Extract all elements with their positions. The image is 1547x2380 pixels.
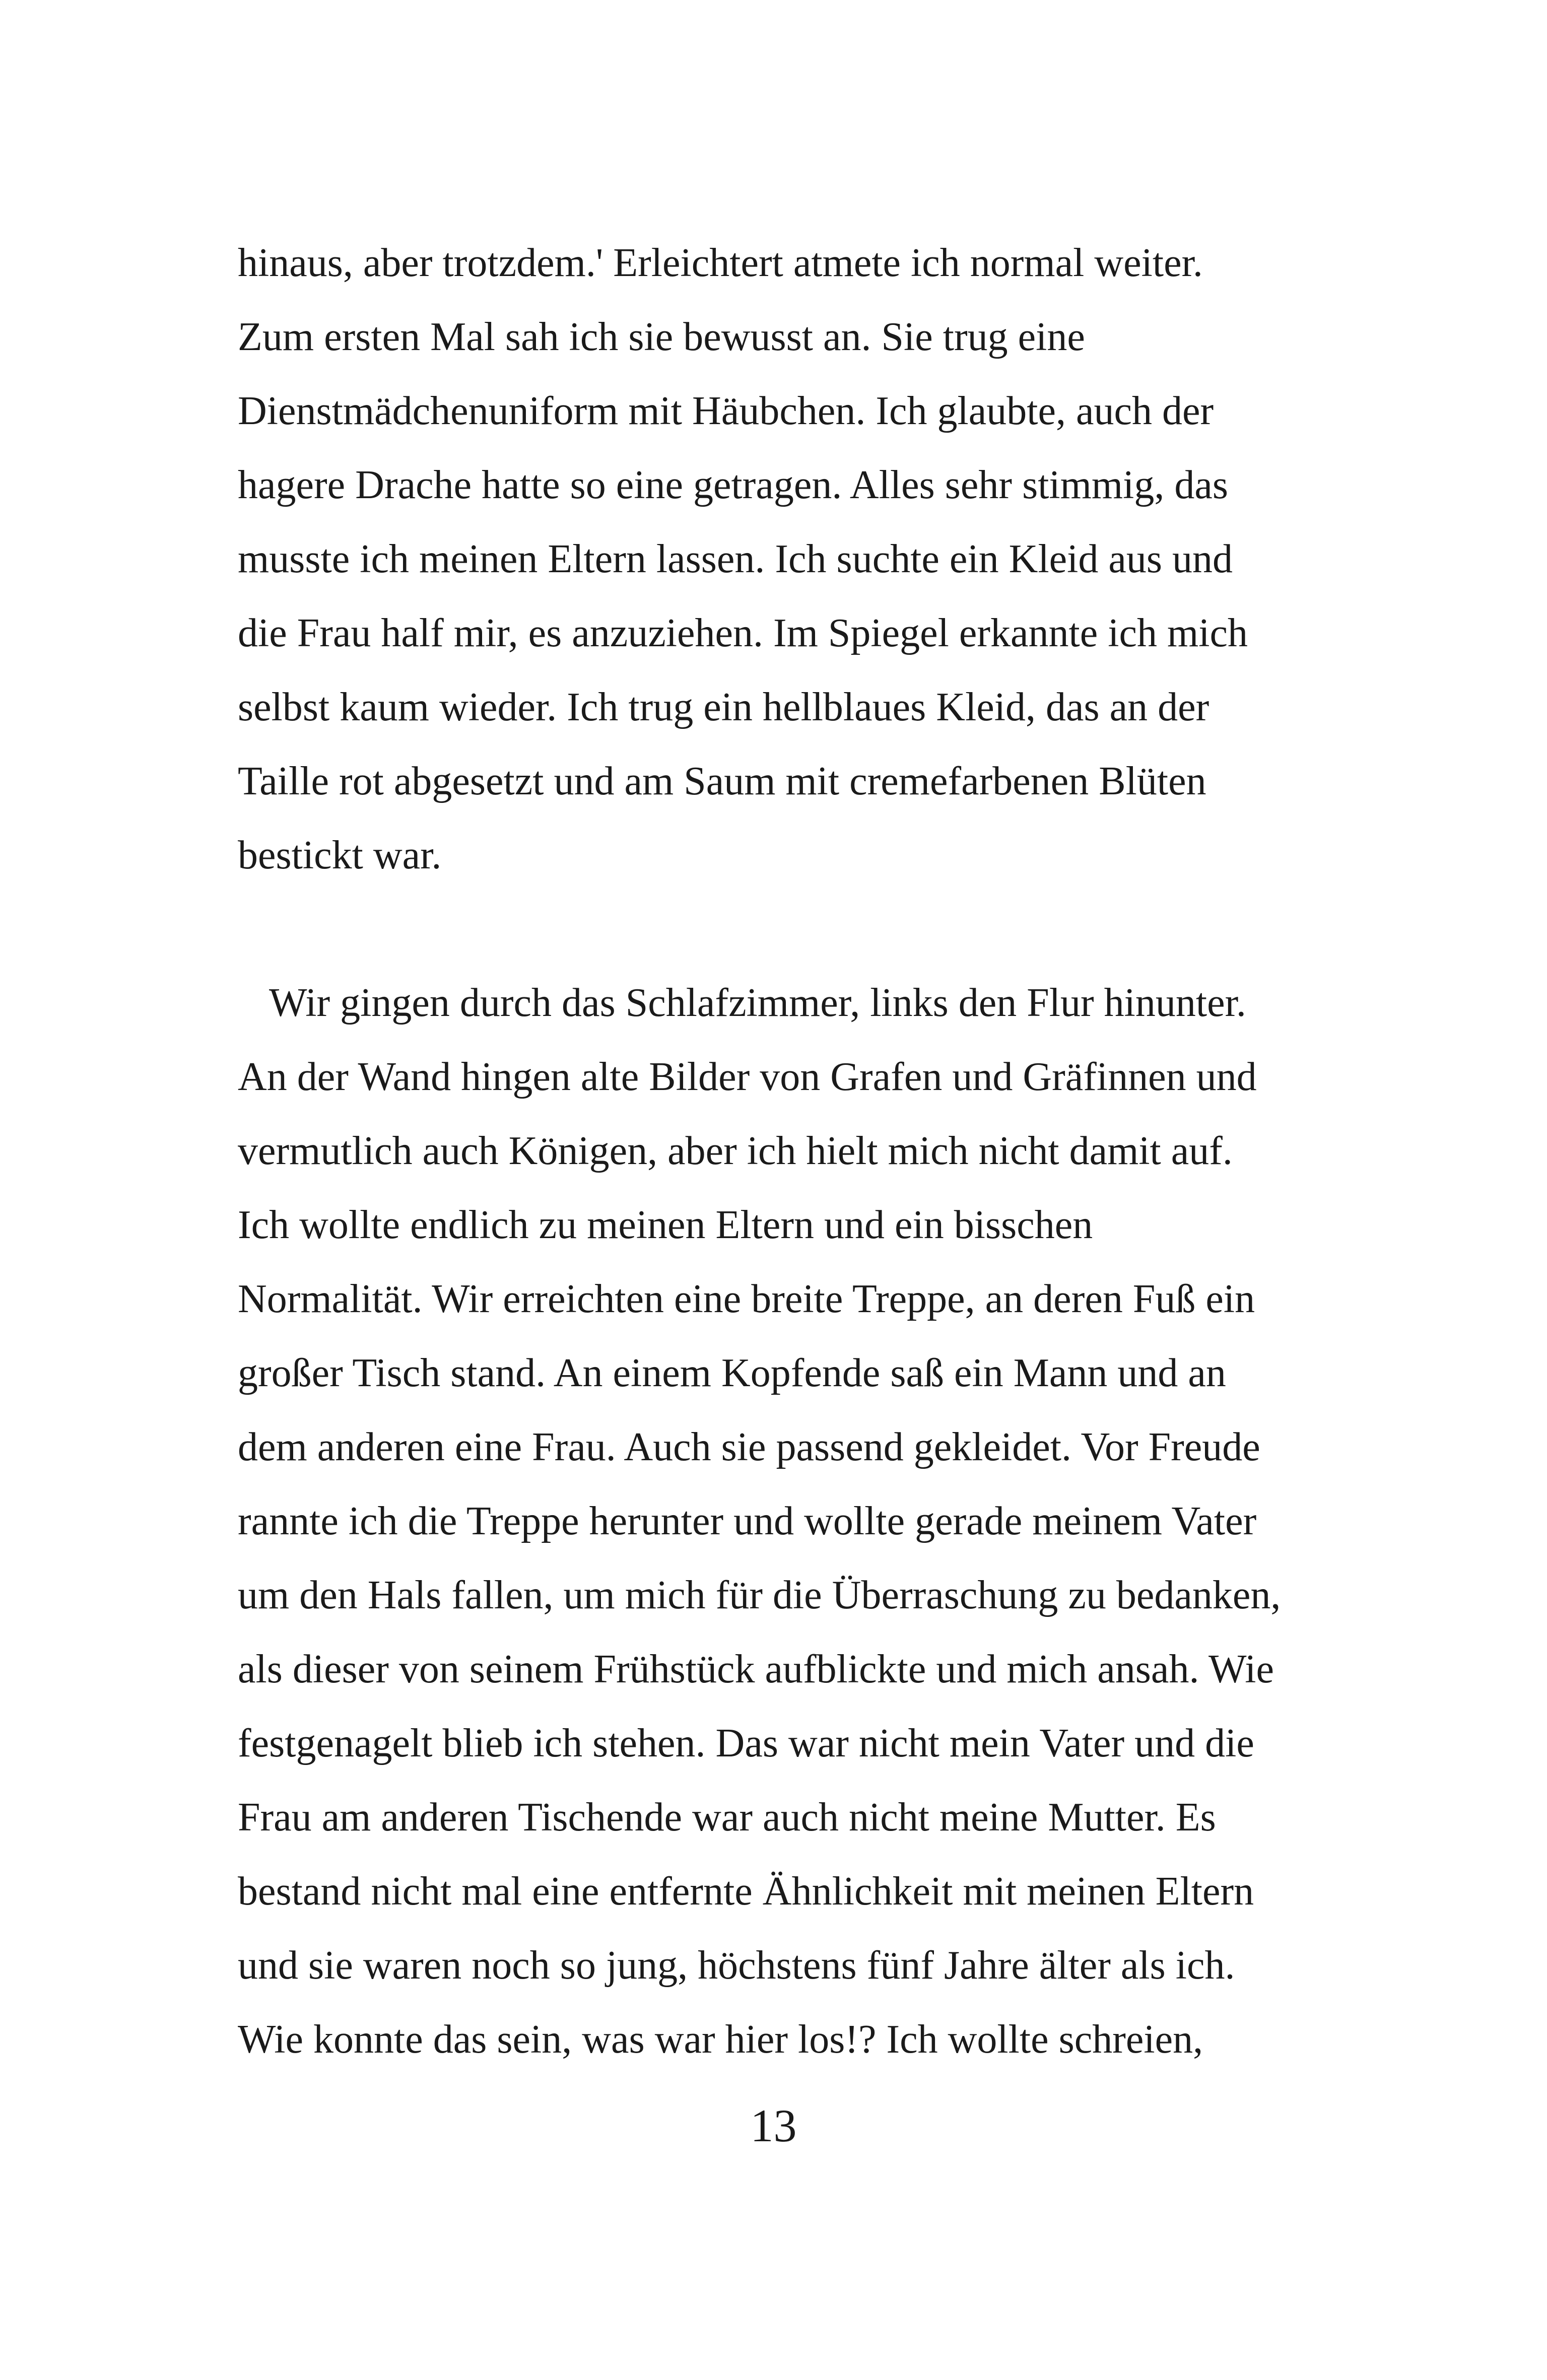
text-line: hinaus, aber trotzdem.' Erleichtert atmete ich normal weiter. xyxy=(238,241,1203,285)
text-line: Taille rot abgesetzt und am Saum mit cremefarbenen Blüten xyxy=(238,759,1206,803)
text-line: rannte ich die Treppe herunter und wollte gerade meinem Vater xyxy=(238,1499,1257,1543)
text-line: Wir gingen durch das Schlafzimmer, links den Flur hinunter. xyxy=(269,981,1246,1025)
text-line: Ich wollte endlich zu meinen Eltern und ein bisschen xyxy=(238,1203,1093,1247)
text-line: Dienstmädchenuniform mit Häubchen. Ich glaubte, auch der xyxy=(238,389,1214,433)
text-line: Normalität. Wir erreichten eine breite Treppe, an deren Fuß ein xyxy=(238,1277,1255,1321)
text-line: großer Tisch stand. An einem Kopfende saß ein Mann und an xyxy=(238,1351,1226,1395)
text-line: die Frau half mir, es anzuziehen. Im Spiegel erkannte ich mich xyxy=(238,611,1248,655)
text-line: An der Wand hingen alte Bilder von Grafen und Gräfinnen und xyxy=(238,1055,1257,1099)
text-line: und sie waren noch so jung, höchstens fünf Jahre älter als ich. xyxy=(238,1943,1235,1988)
text-line: als dieser von seinem Frühstück aufblickte und mich ansah. Wie xyxy=(238,1647,1274,1691)
text-line: festgenagelt blieb ich stehen. Das war nicht mein Vater und die xyxy=(238,1721,1254,1765)
text-line: bestickt war. xyxy=(238,833,442,877)
text-line: dem anderen eine Frau. Auch sie passend gekleidet. Vor Freude xyxy=(238,1425,1260,1469)
text-line: hagere Drache hatte so eine getragen. Alles sehr stimmig, das xyxy=(238,463,1228,507)
text-line: vermutlich auch Königen, aber ich hielt mich nicht damit auf. xyxy=(238,1129,1233,1173)
text-line: um den Hals fallen, um mich für die Überraschung zu bedanken, xyxy=(238,1573,1281,1617)
paragraph-1 xyxy=(238,226,1366,893)
page-number: 13 xyxy=(750,2100,797,2151)
text-line: musste ich meinen Eltern lassen. Ich suchte ein Kleid aus und xyxy=(238,537,1233,581)
text-line: selbst kaum wieder. Ich trug ein hellblaues Kleid, das an der xyxy=(238,685,1209,729)
text-line: Frau am anderen Tischende war auch nicht meine Mutter. Es xyxy=(238,1795,1216,1840)
text-line: bestand nicht mal eine entfernte Ähnlichkeit mit meinen Eltern xyxy=(238,1869,1254,1914)
text-line: Zum ersten Mal sah ich sie bewusst an. Sie trug eine xyxy=(238,315,1085,359)
text-line: Wie konnte das sein, was war hier los!? Ich wollte schreien, xyxy=(238,2017,1203,2062)
paragraph-2 xyxy=(238,966,1366,2077)
